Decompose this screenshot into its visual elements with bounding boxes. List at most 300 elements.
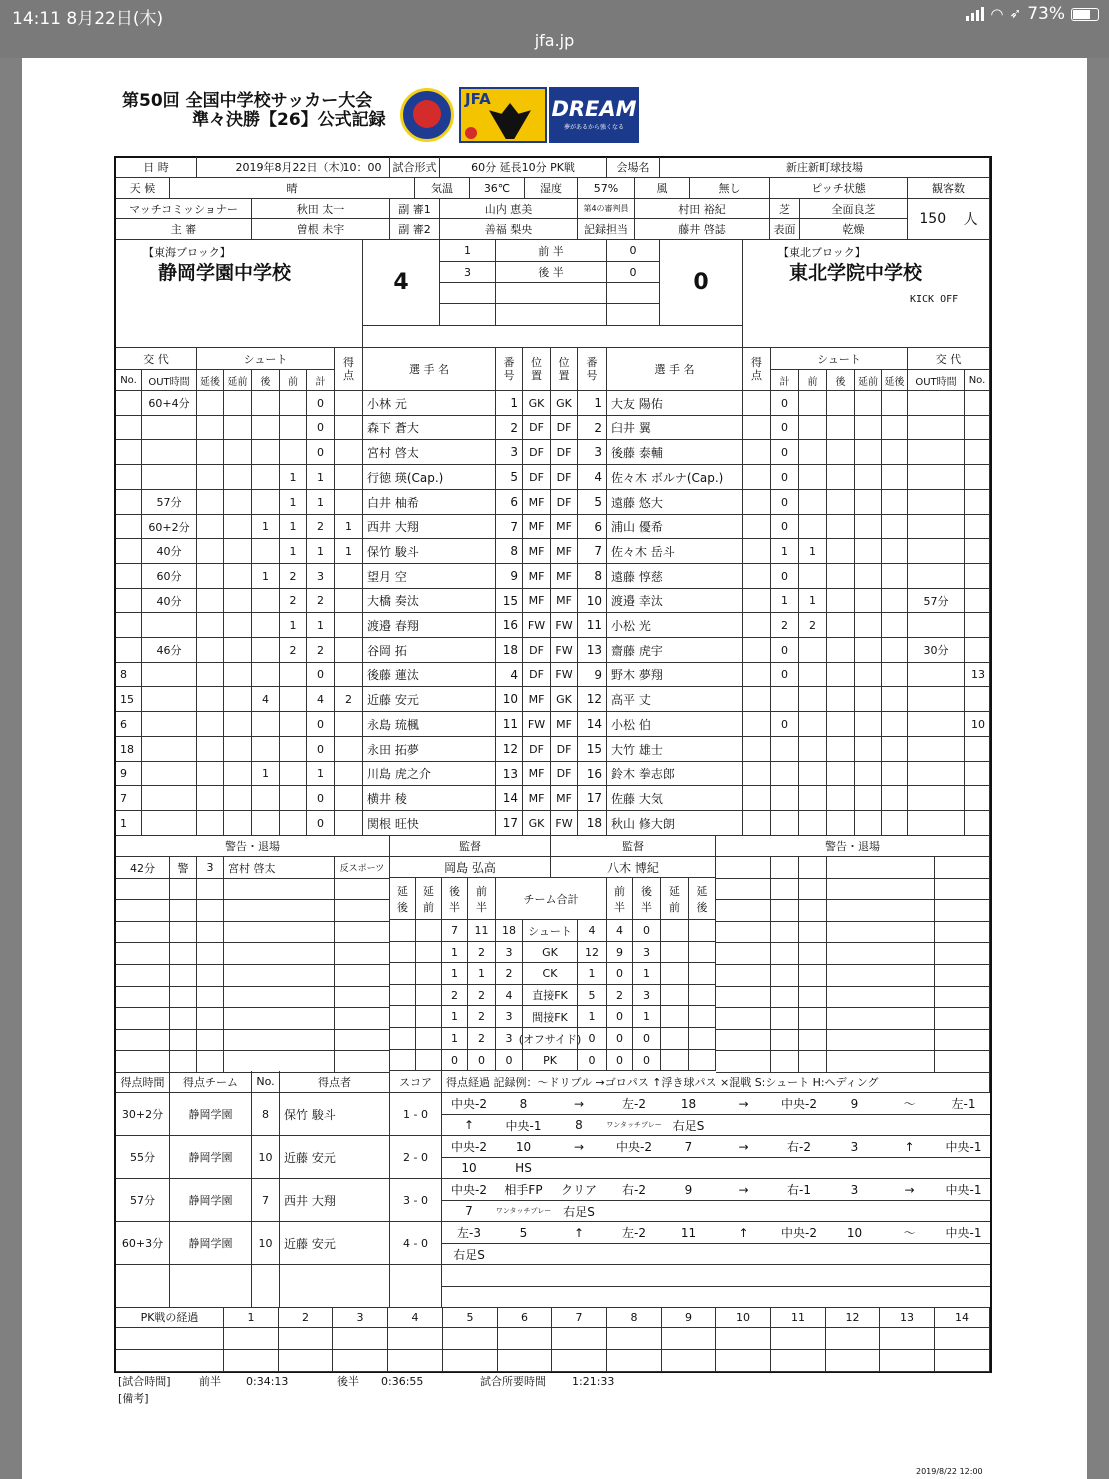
goal-sequence-cell bbox=[607, 1158, 661, 1179]
away-total-first: 0 bbox=[607, 1028, 633, 1050]
goal-sequence-cell: 3 bbox=[827, 1179, 882, 1201]
pk-home-row bbox=[116, 1328, 224, 1350]
goal-sequence-cell bbox=[771, 1115, 827, 1136]
goal-sequence-cell bbox=[661, 1244, 716, 1265]
ar2-value: 善福 梨央 bbox=[440, 219, 578, 240]
home-player-shot-ext-after bbox=[197, 613, 224, 638]
pk-home-result bbox=[279, 1328, 333, 1350]
pk-label: PK戦の経過 bbox=[116, 1307, 224, 1328]
away-player-name: 佐々木 岳斗 bbox=[607, 539, 743, 564]
home-player-goals: 1 bbox=[335, 539, 363, 564]
goal-sequence-cell: 右足S bbox=[661, 1115, 716, 1136]
total-ext-after bbox=[390, 1028, 416, 1050]
away-player-shot-ext-after bbox=[882, 737, 908, 762]
away-player-position: FW bbox=[551, 638, 578, 663]
away-card-type bbox=[771, 879, 799, 900]
ext1-label bbox=[496, 283, 607, 304]
home-player-name: 横井 稜 bbox=[363, 786, 496, 811]
home-total: 2 bbox=[496, 963, 523, 985]
away-player-position: DF bbox=[551, 416, 578, 440]
home-position-header: 位 置 bbox=[523, 348, 551, 391]
away-player-number: 11 bbox=[578, 613, 607, 638]
card-reason: 反スポーツ bbox=[335, 857, 390, 879]
home-player-shot-total: 0 bbox=[307, 811, 335, 836]
home-player-out-time bbox=[142, 663, 197, 687]
team-total-col-header: 延 前 bbox=[416, 878, 442, 920]
home-player-sub-no bbox=[116, 515, 142, 539]
away-player-shot-second bbox=[827, 539, 855, 564]
away-player-name: 佐々木 ボルナ(Cap.) bbox=[607, 465, 743, 490]
home-player-shot-first bbox=[280, 811, 307, 836]
goal-scorer-no bbox=[252, 1265, 280, 1308]
goal-sequence-cell: 中央-2 bbox=[442, 1179, 496, 1201]
goal-sequence-cell: 相手FP bbox=[496, 1179, 551, 1201]
home-total: 3 bbox=[496, 1028, 523, 1050]
away-player-name: 野木 夢翔 bbox=[607, 663, 743, 687]
home-total-second: 1 bbox=[442, 1028, 468, 1050]
home-player-shot-ext-after bbox=[197, 589, 224, 613]
away-card-time bbox=[716, 1008, 771, 1030]
card-type bbox=[170, 1051, 197, 1073]
away-card-player bbox=[827, 987, 935, 1008]
home-player-number: 14 bbox=[496, 786, 523, 811]
home-name-header: 選 手 名 bbox=[363, 348, 496, 391]
goal-sequence-cell bbox=[716, 1115, 771, 1136]
home-player-shot-second bbox=[252, 539, 280, 564]
away-player-shot-total: 1 bbox=[771, 539, 799, 564]
away-player-shot-ext-after bbox=[882, 786, 908, 811]
away-manager-name: 八木 博紀 bbox=[551, 857, 716, 878]
goal-sequence-cell: ↑ bbox=[716, 1222, 771, 1244]
goal-scorer-no: 7 bbox=[252, 1179, 280, 1222]
home-player-name: 川島 虎之介 bbox=[363, 762, 496, 786]
away-player-name: 佐藤 大気 bbox=[607, 786, 743, 811]
away-player-shot-total: 0 bbox=[771, 564, 799, 589]
home-before-header: 前 bbox=[280, 370, 307, 391]
home-player-out-time bbox=[142, 737, 197, 762]
home-player-position: DF bbox=[523, 737, 551, 762]
away-player-shot-ext-after bbox=[882, 712, 908, 737]
pitch-label: ピッチ状態 bbox=[770, 178, 908, 199]
away-no-header: No. bbox=[965, 370, 990, 391]
home-player-number: 3 bbox=[496, 440, 523, 465]
away-player-number: 4 bbox=[578, 465, 607, 490]
second-half-time-label: 後半 bbox=[337, 1375, 359, 1388]
goal-sequence-cell: 左-1 bbox=[937, 1093, 990, 1115]
pk-away-result bbox=[607, 1350, 662, 1372]
home-player-shot-ext-before bbox=[224, 762, 252, 786]
home-player-shot-second bbox=[252, 416, 280, 440]
total-time-label: 試合所要時間 bbox=[480, 1375, 546, 1388]
away-card-time bbox=[716, 1051, 771, 1073]
weather-value: 晴 bbox=[170, 178, 415, 199]
recorder-value: 藤井 啓誌 bbox=[635, 219, 770, 240]
home-player-shot-ext-before bbox=[224, 465, 252, 490]
goal-sequence-cell: ～ bbox=[882, 1222, 937, 1244]
card-reason bbox=[335, 1030, 390, 1051]
home-player-position: MF bbox=[523, 515, 551, 539]
home-player-shot-ext-before bbox=[224, 490, 252, 515]
away-player-name: 遠藤 惇慈 bbox=[607, 564, 743, 589]
card-number bbox=[197, 1030, 224, 1051]
away-card-number bbox=[799, 965, 827, 987]
goal-sequence-cell: → bbox=[551, 1136, 607, 1158]
card-number bbox=[197, 1051, 224, 1073]
home-player-goals: 1 bbox=[335, 515, 363, 539]
home-player-position: DF bbox=[523, 440, 551, 465]
surface-label: 表面 bbox=[770, 219, 800, 240]
home-total-first: 2 bbox=[468, 1028, 496, 1050]
status-icons bbox=[966, 4, 1099, 24]
away-sub-header: 交 代 bbox=[908, 348, 990, 370]
away-player-shot-second bbox=[827, 737, 855, 762]
away-player-number: 16 bbox=[578, 762, 607, 786]
away-player-shot-ext-after bbox=[882, 416, 908, 440]
home-player-shot-first bbox=[280, 762, 307, 786]
home-player-out-time: 60分 bbox=[142, 564, 197, 589]
away-player-goals bbox=[743, 613, 771, 638]
away-player-shot-total: 0 bbox=[771, 490, 799, 515]
away-player-shot-first bbox=[799, 737, 827, 762]
status-date: 8月22日(木) bbox=[66, 9, 164, 29]
away-player-shot-ext-before bbox=[855, 638, 882, 663]
away-player-shot-second bbox=[827, 564, 855, 589]
home-player-sub-no: 6 bbox=[116, 712, 142, 737]
goal-sequence-cell bbox=[551, 1265, 607, 1287]
away-total-ext-before bbox=[661, 1050, 689, 1071]
goal-sequence-cell: → bbox=[882, 1179, 937, 1201]
away-player-out-time bbox=[908, 737, 965, 762]
home-player-number: 15 bbox=[496, 589, 523, 613]
goal-scorer: 近藤 安元 bbox=[280, 1222, 390, 1265]
away-player-shot-second bbox=[827, 589, 855, 613]
home-player-shot-ext-before bbox=[224, 416, 252, 440]
pk-home-result bbox=[552, 1328, 607, 1350]
goal-time bbox=[116, 1265, 170, 1308]
away-player-sub-no bbox=[965, 465, 990, 490]
card-reason bbox=[335, 1008, 390, 1030]
away-player-goals bbox=[743, 663, 771, 687]
away-total-ext-after bbox=[689, 1028, 716, 1050]
away-player-sub-no: 13 bbox=[965, 663, 990, 687]
home-player-out-time bbox=[142, 465, 197, 490]
pk-kick-number: 5 bbox=[443, 1307, 498, 1328]
away-player-shot-ext-after bbox=[882, 638, 908, 663]
total-ext-before bbox=[416, 1050, 442, 1071]
goal-sequence-cell: → bbox=[716, 1179, 771, 1201]
home-player-sub-no bbox=[116, 564, 142, 589]
away-total: 12 bbox=[578, 942, 607, 963]
away-player-shot-total: 0 bbox=[771, 712, 799, 737]
away-total-second: 0 bbox=[633, 920, 661, 942]
card-reason bbox=[335, 965, 390, 987]
home-player-goals bbox=[335, 737, 363, 762]
pk-home-result bbox=[771, 1328, 826, 1350]
away-player-shot-ext-before bbox=[855, 712, 882, 737]
goal-sequence-cell: 中央-1 bbox=[937, 1222, 990, 1244]
away-player-name: 大竹 雄士 bbox=[607, 737, 743, 762]
away-card-player bbox=[827, 879, 935, 900]
recorder-label: 記録担当 bbox=[578, 219, 635, 240]
home-player-shot-ext-before bbox=[224, 811, 252, 836]
home-player-shot-ext-before bbox=[224, 687, 252, 712]
home-player-shot-ext-after bbox=[197, 416, 224, 440]
goal-sequence-cell: 中央-2 bbox=[771, 1222, 827, 1244]
pk-away-result bbox=[552, 1350, 607, 1372]
home-player-sub-no: 18 bbox=[116, 737, 142, 762]
away-player-out-time bbox=[908, 613, 965, 638]
home-player-goals bbox=[335, 589, 363, 613]
total-ext-after bbox=[390, 942, 416, 963]
away-total-first: 9 bbox=[607, 942, 633, 963]
jfa-round-emblem-icon bbox=[400, 88, 454, 142]
home-ext2 bbox=[440, 304, 496, 326]
goal-sequence-cell bbox=[771, 1287, 827, 1308]
pk-home-result bbox=[333, 1328, 388, 1350]
home-player-name: 西井 大翔 bbox=[363, 515, 496, 539]
away-player-position: DF bbox=[551, 737, 578, 762]
home-shot-header: シュート bbox=[197, 348, 335, 370]
home-total-second: 1 bbox=[442, 1006, 468, 1028]
pk-kick-number: 7 bbox=[552, 1307, 607, 1328]
away-card-number bbox=[799, 857, 827, 879]
card-time bbox=[116, 900, 170, 922]
home-player-name: 宮村 啓太 bbox=[363, 440, 496, 465]
goal-team: 静岡学園 bbox=[170, 1179, 252, 1222]
away-player-shot-total: 0 bbox=[771, 416, 799, 440]
card-reason bbox=[335, 900, 390, 922]
home-player-number: 8 bbox=[496, 539, 523, 564]
goal-sequence-cell: 左-3 bbox=[442, 1222, 496, 1244]
away-player-shot-second bbox=[827, 762, 855, 786]
home-player-shot-total: 0 bbox=[307, 712, 335, 737]
pk-kick-number: 11 bbox=[771, 1307, 826, 1328]
away-card-type bbox=[771, 1051, 799, 1073]
total-ext-before bbox=[416, 920, 442, 942]
away-player-shot-ext-after bbox=[882, 490, 908, 515]
home-manager-name: 岡島 弘高 bbox=[390, 857, 551, 878]
card-number bbox=[197, 965, 224, 987]
card-reason bbox=[335, 1051, 390, 1073]
home-player-shot-ext-after bbox=[197, 786, 224, 811]
away-total-first: 2 bbox=[607, 985, 633, 1006]
pk-kick-number: 13 bbox=[880, 1307, 935, 1328]
home-sub-header: 交 代 bbox=[116, 348, 197, 370]
away-player-shot-first bbox=[799, 811, 827, 836]
home-player-goals bbox=[335, 613, 363, 638]
wifi-icon: ◠ bbox=[990, 5, 1004, 23]
card-number bbox=[197, 1008, 224, 1030]
home-player-shot-first: 1 bbox=[280, 539, 307, 564]
away-player-name: 遠藤 悠大 bbox=[607, 490, 743, 515]
away-player-shot-ext-before bbox=[855, 440, 882, 465]
away-player-shot-first bbox=[799, 465, 827, 490]
away-player-shot-total: 0 bbox=[771, 391, 799, 416]
home-player-shot-second bbox=[252, 490, 280, 515]
away-player-out-time bbox=[908, 515, 965, 539]
goal-time-header: 得点時間 bbox=[116, 1071, 170, 1093]
home-player-goals bbox=[335, 490, 363, 515]
home-player-sub-no bbox=[116, 391, 142, 416]
card-type bbox=[170, 943, 197, 965]
goal-sequence-cell: 中央-1 bbox=[937, 1136, 990, 1158]
pk-away-result bbox=[880, 1350, 935, 1372]
away-card-type bbox=[771, 987, 799, 1008]
home-player-sub-no bbox=[116, 613, 142, 638]
pk-home-result bbox=[443, 1328, 498, 1350]
home-player-number: 18 bbox=[496, 638, 523, 663]
goal-team: 静岡学園 bbox=[170, 1093, 252, 1136]
away-player-sub-no bbox=[965, 737, 990, 762]
away-player-shot-ext-after bbox=[882, 440, 908, 465]
home-player-number: 6 bbox=[496, 490, 523, 515]
home-player-out-time bbox=[142, 786, 197, 811]
home-player-shot-first bbox=[280, 786, 307, 811]
goal-sequence-cell: 10 bbox=[442, 1158, 496, 1179]
goal-sequence-cell: 3 bbox=[827, 1136, 882, 1158]
home-team-name: 静岡学園中学校 bbox=[158, 262, 292, 284]
away-player-sub-no bbox=[965, 811, 990, 836]
goal-sequence-cell: ワンタッチプレー bbox=[496, 1201, 551, 1222]
away-player-sub-no bbox=[965, 391, 990, 416]
away-player-shot-ext-after bbox=[882, 663, 908, 687]
card-type bbox=[170, 965, 197, 987]
away-card-reason bbox=[935, 879, 990, 900]
away-total-ext-after bbox=[689, 942, 716, 963]
home-player-position: DF bbox=[523, 638, 551, 663]
away-block-label: 【東北ブロック】 bbox=[778, 246, 866, 259]
away-player-position: MF bbox=[551, 564, 578, 589]
home-player-number: 17 bbox=[496, 811, 523, 836]
home-player-shot-ext-after bbox=[197, 490, 224, 515]
venue-value: 新庄新町球技場 bbox=[660, 157, 990, 178]
away-total-ext-before bbox=[661, 963, 689, 985]
away-player-out-time bbox=[908, 539, 965, 564]
team-total-col-header: 後 半 bbox=[442, 878, 468, 920]
away-player-sub-no bbox=[965, 638, 990, 663]
away-player-sub-no bbox=[965, 613, 990, 638]
home-player-shot-ext-before bbox=[224, 737, 252, 762]
away-total: 0 bbox=[578, 1028, 607, 1050]
away-player-number: 2 bbox=[578, 416, 607, 440]
away-player-goals bbox=[743, 465, 771, 490]
battery-icon bbox=[1071, 8, 1099, 21]
away-player-out-time bbox=[908, 391, 965, 416]
home-player-number: 13 bbox=[496, 762, 523, 786]
away-player-shot-first bbox=[799, 687, 827, 712]
home-player-goals bbox=[335, 712, 363, 737]
ext2-label bbox=[496, 304, 607, 326]
goal-sequence-cell bbox=[716, 1287, 771, 1308]
ar1-label: 副 審1 bbox=[390, 199, 440, 219]
goal-sequence-cell: 中央-1 bbox=[937, 1179, 990, 1201]
home-player-goals bbox=[335, 638, 363, 663]
goal-sequence-cell bbox=[937, 1115, 990, 1136]
goal-sequence-cell: 右-2 bbox=[771, 1136, 827, 1158]
humidity-value: 57% bbox=[578, 178, 635, 199]
goal-scorer-header: 得点者 bbox=[280, 1071, 390, 1093]
pk-kick-number: 3 bbox=[333, 1307, 388, 1328]
home-player-out-time: 57分 bbox=[142, 490, 197, 515]
pk-away-result bbox=[443, 1350, 498, 1372]
away-player-name: 後藤 泰輔 bbox=[607, 440, 743, 465]
away-card-reason bbox=[935, 900, 990, 922]
away-out_time-header: OUT時間 bbox=[908, 370, 965, 391]
home-player-sub-no bbox=[116, 638, 142, 663]
total-ext-before bbox=[416, 942, 442, 963]
away-player-shot-ext-before bbox=[855, 465, 882, 490]
away-player-name: 鈴木 拳志郎 bbox=[607, 762, 743, 786]
away-card-type bbox=[771, 1008, 799, 1030]
goal-sequence-cell: 8 bbox=[496, 1093, 551, 1115]
away-total-first: 4 bbox=[607, 920, 633, 942]
away-player-goals bbox=[743, 416, 771, 440]
away-player-position: DF bbox=[551, 465, 578, 490]
surface-value: 乾燥 bbox=[800, 219, 908, 240]
pk-kick-number: 10 bbox=[716, 1307, 771, 1328]
pk-away-result bbox=[388, 1350, 443, 1372]
home-player-shot-ext-after bbox=[197, 712, 224, 737]
home-player-shot-ext-after bbox=[197, 539, 224, 564]
home-ext_after-header: 延後 bbox=[197, 370, 224, 391]
address-bar[interactable]: jfa.jp bbox=[534, 31, 575, 50]
wind-label: 風 bbox=[635, 178, 690, 199]
pk-home-result bbox=[716, 1328, 771, 1350]
away-player-name: 大友 陽佑 bbox=[607, 391, 743, 416]
away-player-out-time bbox=[908, 762, 965, 786]
away-player-name: 齋藤 虎宇 bbox=[607, 638, 743, 663]
away-player-shot-second bbox=[827, 416, 855, 440]
home-player-shot-total: 1 bbox=[307, 613, 335, 638]
home-player-goals bbox=[335, 391, 363, 416]
away-player-number: 14 bbox=[578, 712, 607, 737]
goal-sequence-cell bbox=[716, 1244, 771, 1265]
home-player-shot-first: 2 bbox=[280, 638, 307, 663]
card-type: 警 bbox=[170, 857, 197, 879]
referee-label: 主 審 bbox=[116, 219, 252, 240]
card-type bbox=[170, 1008, 197, 1030]
away-total-first: 0 bbox=[607, 1006, 633, 1028]
pk-kick-number: 4 bbox=[388, 1307, 443, 1328]
away-player-shot-first: 2 bbox=[799, 613, 827, 638]
fourth-official-value: 村田 裕紀 bbox=[635, 199, 770, 219]
home-player-shot-first: 1 bbox=[280, 490, 307, 515]
goal-sequence-cell bbox=[551, 1158, 607, 1179]
away-player-shot-ext-before bbox=[855, 416, 882, 440]
home-player-sub-no: 1 bbox=[116, 811, 142, 836]
goal-team: 静岡学園 bbox=[170, 1222, 252, 1265]
away-player-shot-total: 0 bbox=[771, 638, 799, 663]
away-card-type bbox=[771, 857, 799, 879]
home-player-shot-ext-before bbox=[224, 539, 252, 564]
away-total: 0 bbox=[578, 1050, 607, 1071]
card-number bbox=[197, 987, 224, 1008]
away-card-time bbox=[716, 900, 771, 922]
goal-sequence-cell bbox=[937, 1201, 990, 1222]
home-player-shot-total: 1 bbox=[307, 490, 335, 515]
away-card-number bbox=[799, 922, 827, 943]
home-player-shot-total: 2 bbox=[307, 638, 335, 663]
away-card-number bbox=[799, 1030, 827, 1051]
pk-away-result bbox=[771, 1350, 826, 1372]
card-type bbox=[170, 922, 197, 943]
goal-sequence-cell: クリア bbox=[551, 1179, 607, 1201]
total-ext-after bbox=[390, 985, 416, 1006]
home-player-position: MF bbox=[523, 564, 551, 589]
home-total-first: 11 bbox=[468, 920, 496, 942]
home-player-sub-no bbox=[116, 416, 142, 440]
away-player-out-time bbox=[908, 490, 965, 515]
